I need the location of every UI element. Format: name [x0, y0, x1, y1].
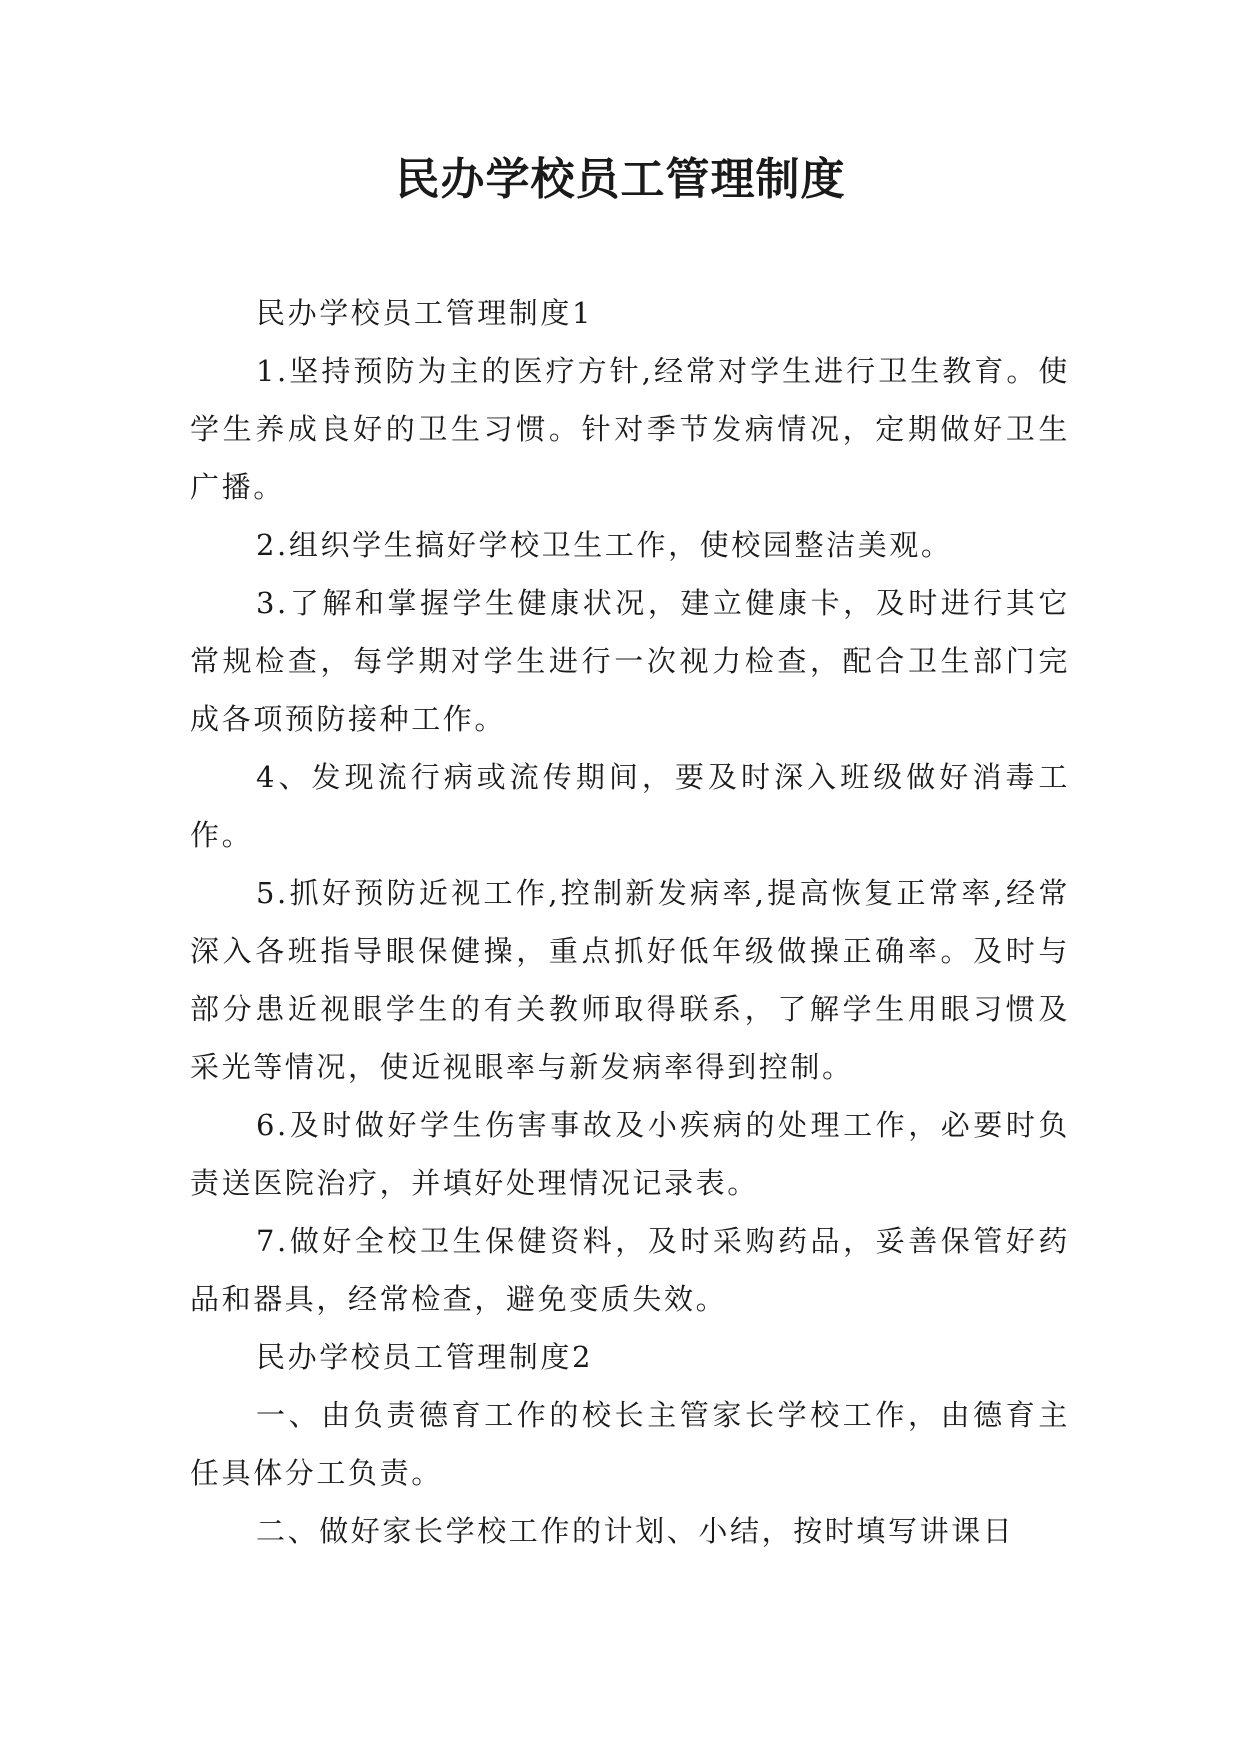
document-title: 民办学校员工管理制度 [395, 154, 846, 205]
paragraph-item-5: 5.抓好预防近视工作,控制新发病率,提高恢复正常率,经常深入各班指导眼保健操，重点抓好低年级做操正确率。及时与部分患近视眼学生的有关教师取得联系，了解学生用眼习惯及采光等情况，使近视眼率与新发病率得到控制。 [190, 876, 1070, 1084]
paragraph-item-one: 一、由负责德育工作的校长主管家长学校工作，由德育主任具体分工负责。 [190, 1398, 1070, 1490]
paragraph-item-2: 2.组织学生搞好学校卫生工作，使校园整洁美观。 [256, 528, 953, 562]
paragraph-item-6: 6.及时做好学生伤害事故及小疾病的处理工作，必要时负责送医院治疗，并填好处理情况记录表。 [190, 1108, 1070, 1200]
paragraph-item-3: 3.了解和掌握学生健康状况，建立健康卡，及时进行其它常规检查，每学期对学生进行一次视力检查，配合卫生部门完成各项预防接种工作。 [190, 586, 1070, 736]
section-heading-1: 民办学校员工管理制度1 [256, 296, 594, 330]
document-body [190, 284, 1070, 1560]
paragraph-item-4: 4、发现流行病或流传期间，要及时深入班级做好消毒工作。 [190, 760, 1070, 852]
paragraph-item-1: 1.坚持预防为主的医疗方针,经常对学生进行卫生教育。使学生养成良好的卫生习惯。针对季节发病情况，定期做好卫生广播。 [190, 354, 1070, 504]
paragraph-item-two: 二、做好家长学校工作的计划、小结，按时填写讲课日 [256, 1514, 1015, 1548]
section-heading-2: 民办学校员工管理制度2 [256, 1340, 594, 1374]
paragraph-item-7: 7.做好全校卫生保健资料，及时采购药品，妥善保管好药品和器具，经常检查，避免变质失效。 [190, 1224, 1070, 1316]
